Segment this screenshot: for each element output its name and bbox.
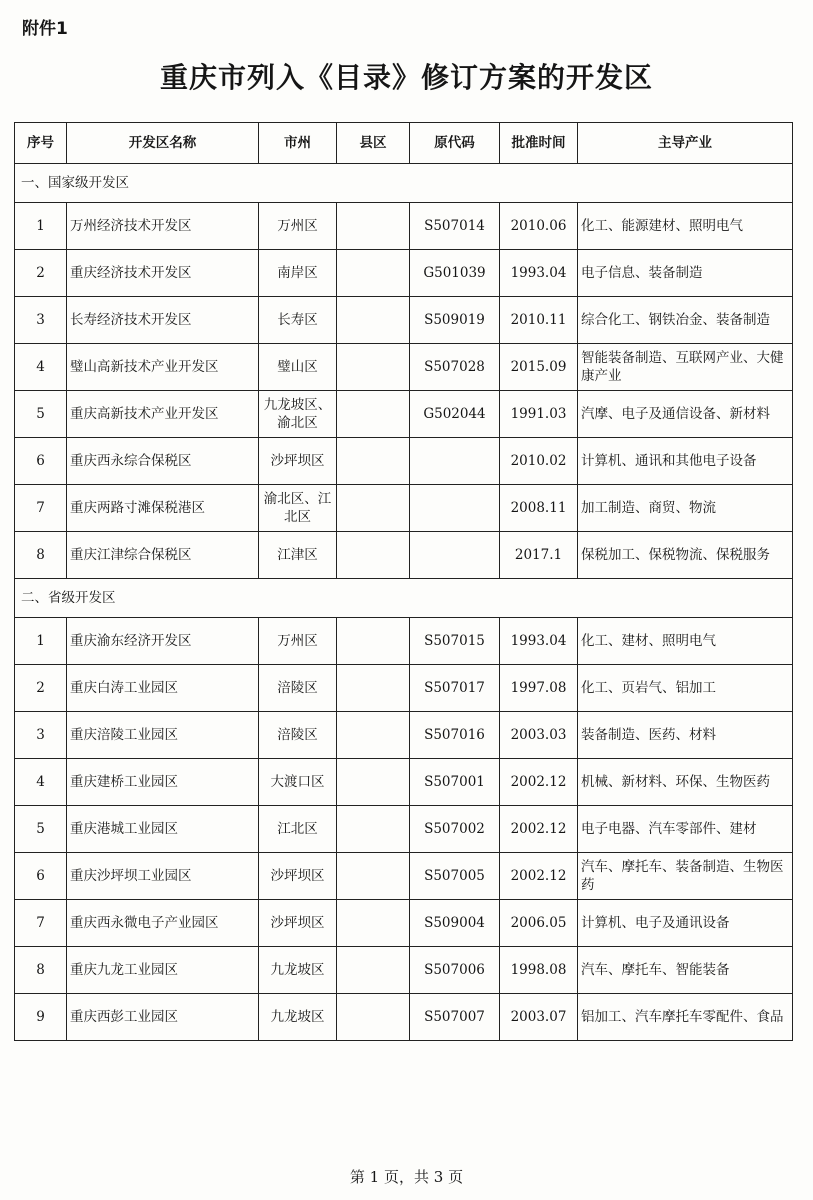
cell-industry: 保税加工、保税物流、保税服务 <box>578 532 793 579</box>
cell-code: S507016 <box>410 712 500 759</box>
column-header-date: 批准时间 <box>500 123 578 164</box>
cell-industry: 机械、新材料、环保、生物医药 <box>578 759 793 806</box>
table-row <box>15 297 793 344</box>
cell-industry: 计算机、电子及通讯设备 <box>578 900 793 947</box>
column-header-name: 开发区名称 <box>67 123 259 164</box>
table-row <box>15 344 793 391</box>
cell-city: 南岸区 <box>259 250 337 297</box>
cell-name: 长寿经济技术开发区 <box>67 297 259 344</box>
cell-date: 2002.12 <box>500 806 578 853</box>
cell-industry: 化工、能源建材、照明电气 <box>578 203 793 250</box>
cell-no: 4 <box>15 344 67 391</box>
section-heading: 一、国家级开发区 <box>15 164 793 203</box>
cell-county <box>337 994 410 1041</box>
cell-code: S507015 <box>410 618 500 665</box>
cell-no: 7 <box>15 900 67 947</box>
cell-county <box>337 203 410 250</box>
table-row <box>15 759 793 806</box>
cell-no: 6 <box>15 853 67 900</box>
cell-county <box>337 759 410 806</box>
cell-name: 重庆两路寸滩保税港区 <box>67 485 259 532</box>
development-zone-table <box>14 122 793 1041</box>
cell-no: 8 <box>15 532 67 579</box>
cell-code: S507028 <box>410 344 500 391</box>
cell-no: 6 <box>15 438 67 485</box>
table-row <box>15 806 793 853</box>
cell-county <box>337 344 410 391</box>
cell-industry: 装备制造、医药、材料 <box>578 712 793 759</box>
cell-industry: 铝加工、汽车摩托车零配件、食品 <box>578 994 793 1041</box>
cell-date: 2002.12 <box>500 853 578 900</box>
page-footer: 第 1 页，共 3 页 <box>349 1168 464 1186</box>
cell-date: 1993.04 <box>500 618 578 665</box>
cell-date: 1993.04 <box>500 250 578 297</box>
cell-city: 沙坪坝区 <box>259 438 337 485</box>
column-header-code: 原代码 <box>410 123 500 164</box>
table-row <box>15 391 793 438</box>
table-row <box>15 947 793 994</box>
cell-industry: 综合化工、钢铁冶金、装备制造 <box>578 297 793 344</box>
cell-code: S509019 <box>410 297 500 344</box>
cell-date: 1997.08 <box>500 665 578 712</box>
cell-code: S509004 <box>410 900 500 947</box>
cell-county <box>337 250 410 297</box>
cell-no: 7 <box>15 485 67 532</box>
cell-city: 沙坪坝区 <box>259 900 337 947</box>
cell-no: 5 <box>15 806 67 853</box>
table-row <box>15 485 793 532</box>
cell-no: 5 <box>15 391 67 438</box>
cell-city: 涪陵区 <box>259 712 337 759</box>
cell-industry: 汽车、摩托车、智能装备 <box>578 947 793 994</box>
cell-code: S507001 <box>410 759 500 806</box>
table-row <box>15 250 793 297</box>
cell-code: S507002 <box>410 806 500 853</box>
cell-code: S507006 <box>410 947 500 994</box>
section-row <box>15 164 793 203</box>
cell-city: 九龙坡区 <box>259 947 337 994</box>
cell-city: 江北区 <box>259 806 337 853</box>
cell-name: 璧山高新技术产业开发区 <box>67 344 259 391</box>
column-header-industry: 主导产业 <box>578 123 793 164</box>
table-row <box>15 618 793 665</box>
cell-name: 重庆白涛工业园区 <box>67 665 259 712</box>
table-row <box>15 203 793 250</box>
attachment-label: 附件1 <box>22 19 68 39</box>
cell-industry: 电子电器、汽车零部件、建材 <box>578 806 793 853</box>
cell-no: 2 <box>15 250 67 297</box>
cell-county <box>337 532 410 579</box>
cell-name: 重庆建桥工业园区 <box>67 759 259 806</box>
cell-code: S507017 <box>410 665 500 712</box>
cell-date: 1998.08 <box>500 947 578 994</box>
cell-date: 2003.07 <box>500 994 578 1041</box>
cell-county <box>337 391 410 438</box>
cell-date: 2015.09 <box>500 344 578 391</box>
cell-no: 3 <box>15 297 67 344</box>
cell-county <box>337 438 410 485</box>
cell-no: 9 <box>15 994 67 1041</box>
cell-name: 重庆涪陵工业园区 <box>67 712 259 759</box>
cell-county <box>337 618 410 665</box>
cell-name: 重庆西永微电子产业园区 <box>67 900 259 947</box>
cell-industry: 化工、建材、照明电气 <box>578 618 793 665</box>
cell-city: 大渡口区 <box>259 759 337 806</box>
table-row <box>15 900 793 947</box>
cell-city: 沙坪坝区 <box>259 853 337 900</box>
cell-name: 重庆经济技术开发区 <box>67 250 259 297</box>
cell-date: 1991.03 <box>500 391 578 438</box>
cell-name: 万州经济技术开发区 <box>67 203 259 250</box>
cell-code: G501039 <box>410 250 500 297</box>
cell-city: 璧山区 <box>259 344 337 391</box>
cell-industry: 汽摩、电子及通信设备、新材料 <box>578 391 793 438</box>
cell-city: 九龙坡区、渝北区 <box>259 391 337 438</box>
cell-city: 万州区 <box>259 203 337 250</box>
cell-industry: 计算机、通讯和其他电子设备 <box>578 438 793 485</box>
cell-county <box>337 947 410 994</box>
cell-date: 2008.11 <box>500 485 578 532</box>
cell-no: 2 <box>15 665 67 712</box>
cell-no: 3 <box>15 712 67 759</box>
column-header-city: 市州 <box>259 123 337 164</box>
cell-code <box>410 532 500 579</box>
cell-industry: 智能装备制造、互联网产业、大健康产业 <box>578 344 793 391</box>
cell-county <box>337 665 410 712</box>
cell-no: 4 <box>15 759 67 806</box>
cell-date: 2010.02 <box>500 438 578 485</box>
cell-county <box>337 485 410 532</box>
cell-date: 2006.05 <box>500 900 578 947</box>
cell-date: 2010.06 <box>500 203 578 250</box>
cell-no: 8 <box>15 947 67 994</box>
header-row <box>15 123 793 164</box>
section-heading: 二、省级开发区 <box>15 579 793 618</box>
cell-date: 2003.03 <box>500 712 578 759</box>
cell-code <box>410 485 500 532</box>
cell-industry: 化工、页岩气、铝加工 <box>578 665 793 712</box>
cell-date: 2010.11 <box>500 297 578 344</box>
cell-code: S507014 <box>410 203 500 250</box>
column-header-no: 序号 <box>15 123 67 164</box>
table-row <box>15 712 793 759</box>
cell-name: 重庆江津综合保税区 <box>67 532 259 579</box>
cell-name: 重庆港城工业园区 <box>67 806 259 853</box>
cell-name: 重庆高新技术产业开发区 <box>67 391 259 438</box>
cell-city: 江津区 <box>259 532 337 579</box>
cell-county <box>337 853 410 900</box>
cell-name: 重庆西彭工业园区 <box>67 994 259 1041</box>
cell-county <box>337 712 410 759</box>
cell-code <box>410 438 500 485</box>
cell-city: 长寿区 <box>259 297 337 344</box>
cell-county <box>337 900 410 947</box>
table-row <box>15 438 793 485</box>
cell-name: 重庆渝东经济开发区 <box>67 618 259 665</box>
table-row <box>15 994 793 1041</box>
column-header-county: 县区 <box>337 123 410 164</box>
cell-name: 重庆西永综合保税区 <box>67 438 259 485</box>
cell-name: 重庆九龙工业园区 <box>67 947 259 994</box>
cell-no: 1 <box>15 203 67 250</box>
section-row <box>15 579 793 618</box>
cell-code: S507007 <box>410 994 500 1041</box>
table-row <box>15 665 793 712</box>
cell-industry: 电子信息、装备制造 <box>578 250 793 297</box>
cell-date: 2017.1 <box>500 532 578 579</box>
cell-no: 1 <box>15 618 67 665</box>
cell-industry: 加工制造、商贸、物流 <box>578 485 793 532</box>
cell-code: S507005 <box>410 853 500 900</box>
cell-name: 重庆沙坪坝工业园区 <box>67 853 259 900</box>
cell-date: 2002.12 <box>500 759 578 806</box>
cell-county <box>337 806 410 853</box>
cell-county <box>337 297 410 344</box>
cell-city: 九龙坡区 <box>259 994 337 1041</box>
page-title: 重庆市列入《目录》修订方案的开发区 <box>159 61 653 94</box>
table-row <box>15 532 793 579</box>
cell-city: 渝北区、江北区 <box>259 485 337 532</box>
table-row <box>15 853 793 900</box>
cell-city: 万州区 <box>259 618 337 665</box>
cell-industry: 汽车、摩托车、装备制造、生物医药 <box>578 853 793 900</box>
cell-city: 涪陵区 <box>259 665 337 712</box>
cell-code: G502044 <box>410 391 500 438</box>
